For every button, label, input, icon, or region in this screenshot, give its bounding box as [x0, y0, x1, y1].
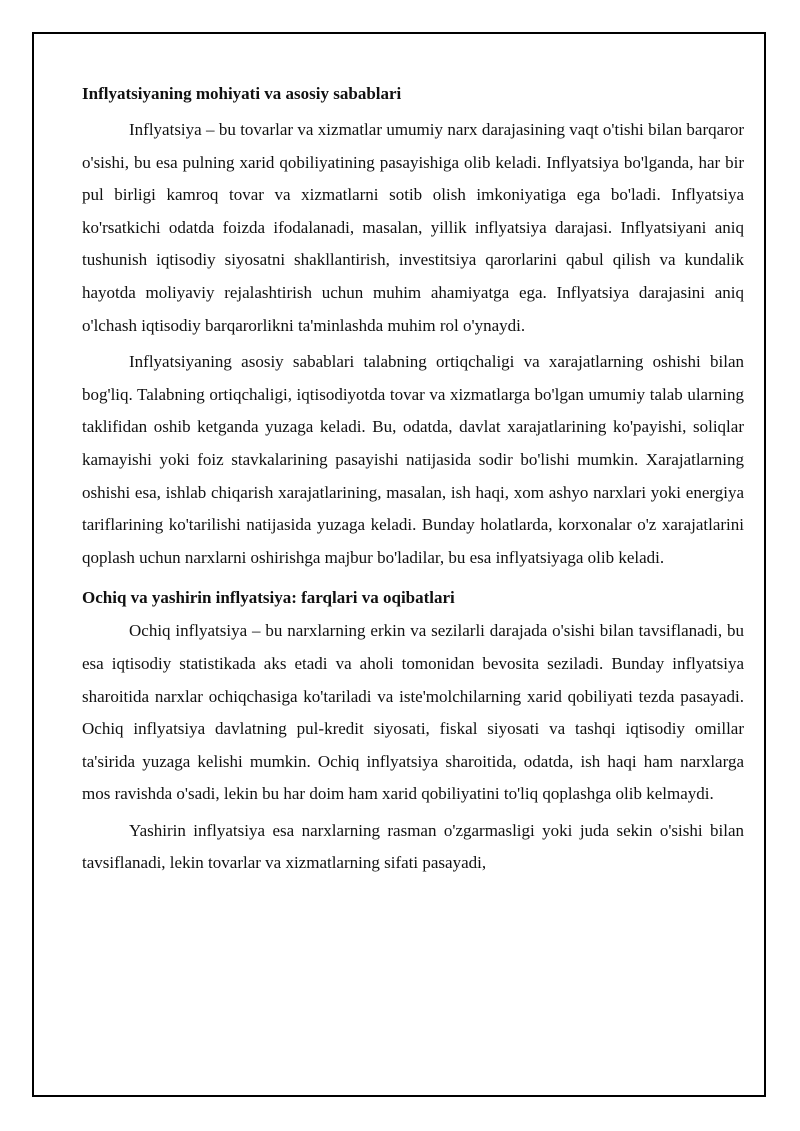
paragraph-inflation-definition: Inflyatsiya – bu tovarlar va xizmatlar umumiy narx darajasining vaqt o'tishi bilan barqaror o'sishi, bu esa pulning xarid qobiliyatining pasayishiga olib keladi. Inflyatsiya bo'lganda, har bir pul birligi kamroq tovar va xizmatlarni sotib olish imkoniyatiga ega bo'ladi. Inflyatsiya ko'rsatkichi odatda foizda ifodalanadi, masalan, yillik inflyatsiya darajasi. Inflyatsiyani aniq tushunish iqtisodiy siyosatni shakllantirish, investitsiya qarorlarini qabul qilish va kundalik hayotda moliyaviy rejalashtirish uchun muhim ahamiyatga ega. Inflyatsiya darajasini aniq o'lchash iqtisodiy barqarorlikni ta'minlashda muhim rol o'ynaydi. — [82, 120, 744, 335]
paragraph-inflation-causes: Inflyatsiyaning asosiy sabablari talabning ortiqchaligi va xarajatlarning oshishi bilan bog'liq. Talabning ortiqchaligi, iqtisodiyotda tovar va xizmatlarga bo'lgan umumiy talab ularning taklifidan oshib ketganda yuzaga keladi. Bu, odatda, davlat xarajatlarining ko'payishi, soliqlar kamayishi yoki foiz stavkalarining pasayishi natijasida sodir bo'lishi mumkin. Xarajatlarning oshishi esa, ishlab chiqarish xarajatlarining, masalan, ish haqi, xom ashyo narxlari yoki energiya tariflarining ko'tarilishi natijasida yuzaga keladi. Bunday holatlarda, korxonalar o'z xarajatlarini qoplash uchun narxlarni oshirishga majbur bo'ladilar, bu esa inflyatsiyaga olib keladi. — [82, 352, 744, 567]
document-body — [82, 83, 744, 884]
section-heading-open-hidden-inflation: Ochiq va yashirin inflyatsiya: farqlari va oqibatlari — [82, 588, 455, 608]
paragraph-hidden-inflation: Yashirin inflyatsiya esa narxlarning rasman o'zgarmasligi yoki juda sekin o'sishi bilan tavsiflanadi, lekin tovarlar va xizmatlarning sifati pasayadi, — [82, 820, 744, 873]
section-heading-inflation-causes: Inflyatsiyaning mohiyati va asosiy sabablari — [82, 84, 402, 103]
paragraph-open-inflation: Ochiq inflyatsiya – bu narxlarning erkin va sezilarli darajada o'sishi bilan tavsiflanadi, bu esa iqtisodiy statistikada aks etadi va aholi tomonidan bevosita seziladi. Bunday inflyatsiya sharoitida narxlar ochiqchasiga ko'tariladi va iste'molchilarning xarid qobiliyati tezda pasayadi. Ochiq inflyatsiya davlatning pul-kredit siyosati, fiskal siyosati va tashqi iqtisodiy omillar ta'sirida yuzaga kelishi mumkin. Ochiq inflyatsiya sharoitida, odatda, ish haqi ham narxlarga mos ravishda o'sadi, lekin bu har doim ham xarid qobiliyatini to'liq qoplashga olib kelmaydi. — [82, 621, 744, 804]
